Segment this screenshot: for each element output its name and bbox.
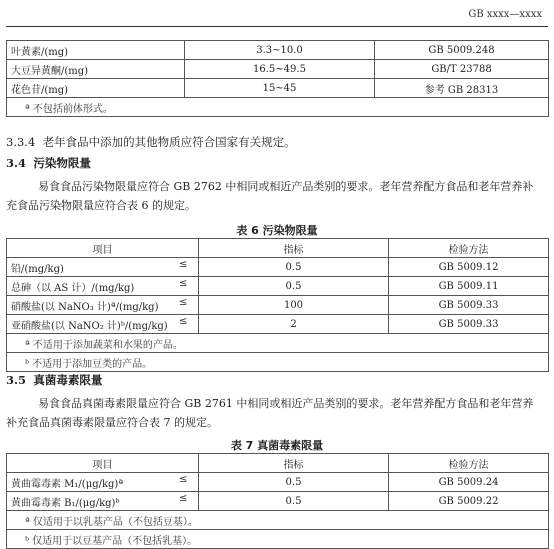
header-limit: 指标 bbox=[199, 239, 389, 258]
item-label: 总砷（以 AS 计）/(mg/kg) bbox=[11, 282, 135, 294]
table-note-row bbox=[7, 530, 549, 549]
table-header-row bbox=[7, 239, 549, 258]
item-cell bbox=[7, 315, 199, 334]
le-symbol: ≤ bbox=[179, 278, 188, 289]
table-note: ª 仅适用于以乳基产品（不包括豆基）。 bbox=[7, 511, 549, 530]
section-title: 污染物限量 bbox=[33, 156, 91, 170]
section-number: 3.5 bbox=[6, 373, 27, 387]
paragraph-3-4: 易食食品污染物限量应符合 GB 2762 中相同或相近产品类别的要求。老年营养配方食品和老年营养补充食品污染物限量应符合表 6 的规定。 bbox=[6, 180, 534, 212]
section-3-4-heading bbox=[6, 155, 91, 171]
table-note: ᵇ 仅适用于以豆基产品（不包括乳基）。 bbox=[7, 530, 549, 549]
value-cell: 15~45 bbox=[185, 79, 375, 98]
table-row bbox=[7, 41, 549, 60]
header-rule bbox=[6, 26, 548, 27]
method-cell: GB 5009.248 bbox=[375, 41, 549, 60]
value-cell: 3.3~10.0 bbox=[185, 41, 375, 60]
item-label: 黄曲霉毒素 M₁/(μg/kg)ª bbox=[11, 478, 124, 490]
table-row bbox=[7, 60, 549, 79]
method-cell: GB/T 23788 bbox=[375, 60, 549, 79]
method-cell: GB 5009.12 bbox=[389, 258, 549, 277]
table-note: ᵇ 不适用于添加豆类的产品。 bbox=[7, 353, 549, 372]
table-note: ª 不适用于添加蔬菜和水果的产品。 bbox=[7, 334, 549, 353]
table-7 bbox=[6, 453, 549, 549]
table-row bbox=[7, 492, 549, 511]
table-row bbox=[7, 296, 549, 315]
value-cell: 0.5 bbox=[199, 492, 389, 511]
method-cell: GB 5009.33 bbox=[389, 296, 549, 315]
table-note-row bbox=[7, 98, 549, 117]
item-cell bbox=[7, 296, 199, 315]
method-cell: GB 5009.24 bbox=[389, 473, 549, 492]
le-symbol: ≤ bbox=[179, 493, 188, 504]
table-note-row bbox=[7, 511, 549, 530]
value-cell: 16.5~49.5 bbox=[185, 60, 375, 79]
table-row bbox=[7, 277, 549, 296]
table-6-caption: 表 6 污染物限量 bbox=[236, 224, 318, 237]
value-cell: 0.5 bbox=[199, 473, 389, 492]
section-3-5-heading bbox=[6, 372, 102, 388]
table-row bbox=[7, 315, 549, 334]
item-cell: 大豆异黄酮/(mg) bbox=[7, 60, 185, 79]
table-row bbox=[7, 258, 549, 277]
section-number: 3.4 bbox=[6, 156, 27, 170]
item-cell bbox=[7, 277, 199, 296]
item-cell: 叶黄素/(mg) bbox=[7, 41, 185, 60]
le-symbol: ≤ bbox=[179, 297, 188, 308]
method-cell: GB 5009.22 bbox=[389, 492, 549, 511]
value-cell: 0.5 bbox=[199, 277, 389, 296]
table-6 bbox=[6, 238, 549, 372]
item-label: 亚硝酸盐(以 NaNO₂ 计)ᵇ/(mg/kg) bbox=[11, 320, 168, 332]
table-header-row bbox=[7, 454, 549, 473]
table-note-row bbox=[7, 353, 549, 372]
table-row bbox=[7, 79, 549, 98]
method-cell: 参考 GB 28313 bbox=[375, 79, 549, 98]
le-symbol: ≤ bbox=[179, 474, 188, 485]
paragraph-3-5: 易食食品真菌毒素限量应符合 GB 2761 中相同或相近产品类别的要求。老年营养配方食品和老年营养补充食品真菌毒素限量应符合表 7 的规定。 bbox=[6, 397, 534, 429]
le-symbol: ≤ bbox=[179, 259, 188, 270]
method-cell: GB 5009.33 bbox=[389, 315, 549, 334]
value-cell: 2 bbox=[199, 315, 389, 334]
le-symbol: ≤ bbox=[179, 316, 188, 327]
value-cell: 0.5 bbox=[199, 258, 389, 277]
table-row bbox=[7, 473, 549, 492]
nutrient-table bbox=[6, 40, 549, 117]
item-cell: 花色苷/(mg) bbox=[7, 79, 185, 98]
item-cell bbox=[7, 473, 199, 492]
header-item: 项目 bbox=[7, 239, 199, 258]
header-method: 检验方法 bbox=[389, 454, 549, 473]
header-limit: 指标 bbox=[199, 454, 389, 473]
method-cell: GB 5009.11 bbox=[389, 277, 549, 296]
value-cell: 100 bbox=[199, 296, 389, 315]
section-title: 真菌毒素限量 bbox=[33, 373, 103, 387]
item-cell bbox=[7, 258, 199, 277]
header-method: 检验方法 bbox=[389, 239, 549, 258]
clause-number: 3.3.4 bbox=[6, 135, 36, 149]
item-cell bbox=[7, 492, 199, 511]
clause-3-3-4 bbox=[6, 134, 296, 150]
table-note-row bbox=[7, 334, 549, 353]
item-label: 黄曲霉毒素 B₁/(μg/kg)ᵇ bbox=[11, 497, 120, 509]
clause-text: 老年食品中添加的其他物质应符合国家有关规定。 bbox=[42, 135, 296, 149]
item-label: 硝酸盐(以 NaNO₃ 计)ª/(mg/kg) bbox=[11, 301, 159, 313]
standard-code: GB xxxx—xxxx bbox=[468, 9, 542, 20]
header-item: 项目 bbox=[7, 454, 199, 473]
item-label: 铅/(mg/kg) bbox=[11, 263, 64, 275]
table-7-caption: 表 7 真菌毒素限量 bbox=[230, 439, 324, 452]
table-note: ª 不包括前体形式。 bbox=[7, 98, 549, 117]
